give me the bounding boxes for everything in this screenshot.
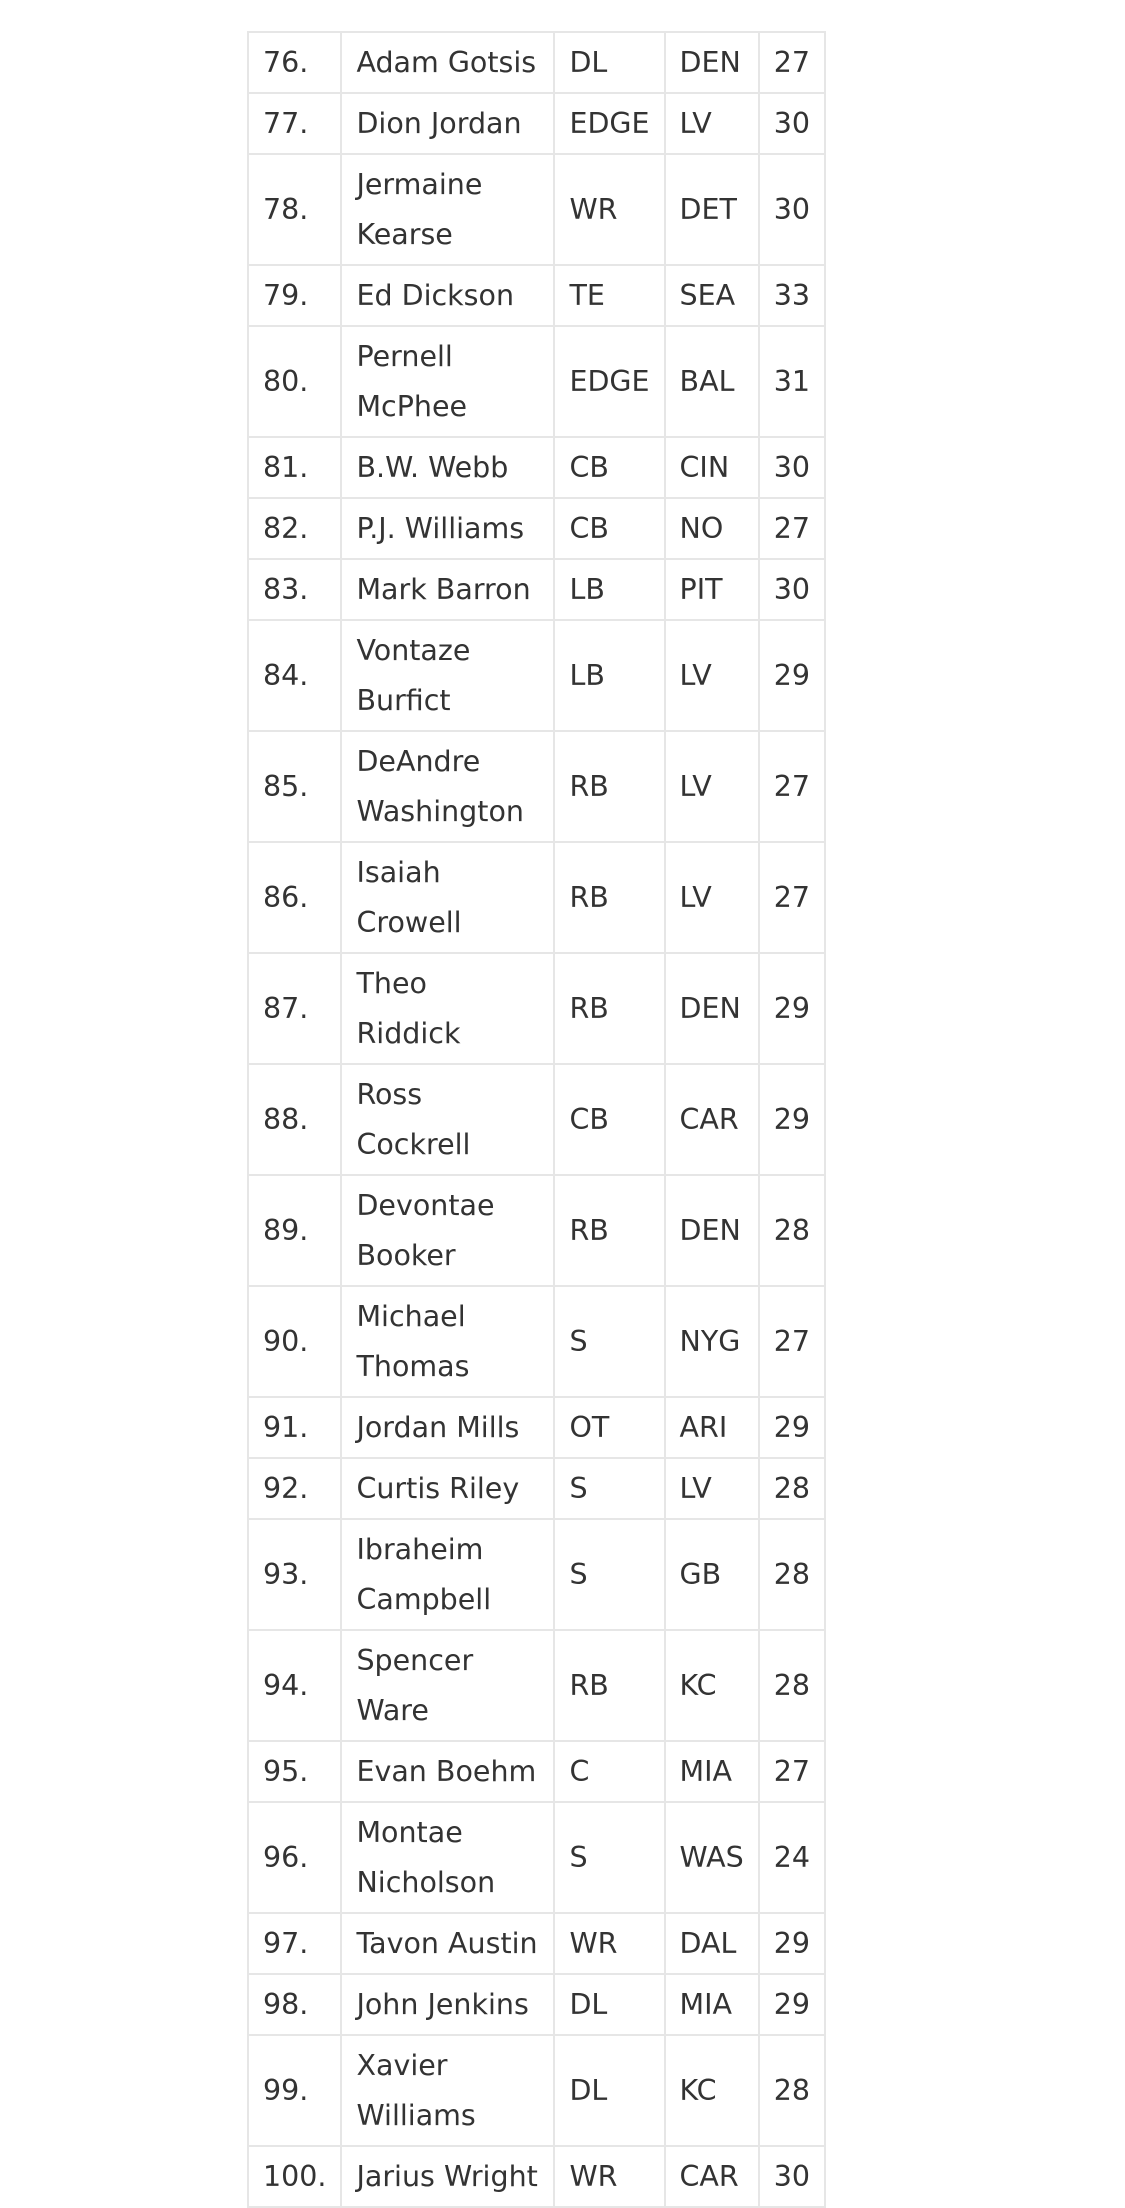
player-name-cell: Michael Thomas <box>341 1286 554 1397</box>
player-name-cell: Jarius Wright <box>341 2146 554 2207</box>
table-row <box>248 559 825 620</box>
team-cell: NO <box>665 498 759 559</box>
table-row <box>248 1913 825 1974</box>
table-row <box>248 498 825 559</box>
rank-cell: 94. <box>248 1630 341 1741</box>
position-cell: OT <box>554 1397 664 1458</box>
team-cell: DEN <box>665 1175 759 1286</box>
player-name-cell: Tavon Austin <box>341 1913 554 1974</box>
position-cell: LB <box>554 620 664 731</box>
table-row <box>248 731 825 842</box>
rank-cell: 100. <box>248 2146 341 2207</box>
rank-cell: 96. <box>248 1802 341 1913</box>
position-cell: RB <box>554 731 664 842</box>
player-name-cell: Ross Cockrell <box>341 1064 554 1175</box>
players-ranking-table <box>247 31 826 2208</box>
position-cell: DL <box>554 2035 664 2146</box>
age-cell: 28 <box>759 1175 825 1286</box>
rank-cell: 84. <box>248 620 341 731</box>
player-name-cell: Pernell McPhee <box>341 326 554 437</box>
rank-cell: 81. <box>248 437 341 498</box>
age-cell: 28 <box>759 2035 825 2146</box>
player-name-cell: John Jenkins <box>341 1974 554 2035</box>
rank-cell: 77. <box>248 93 341 154</box>
team-cell: CAR <box>665 2146 759 2207</box>
rank-cell: 90. <box>248 1286 341 1397</box>
rank-cell: 80. <box>248 326 341 437</box>
table-row <box>248 1397 825 1458</box>
age-cell: 29 <box>759 1064 825 1175</box>
age-cell: 30 <box>759 93 825 154</box>
team-cell: SEA <box>665 265 759 326</box>
team-cell: CIN <box>665 437 759 498</box>
position-cell: TE <box>554 265 664 326</box>
age-cell: 27 <box>759 1741 825 1802</box>
age-cell: 28 <box>759 1630 825 1741</box>
age-cell: 27 <box>759 32 825 93</box>
rank-cell: 95. <box>248 1741 341 1802</box>
age-cell: 30 <box>759 2146 825 2207</box>
position-cell: RB <box>554 1630 664 1741</box>
team-cell: WAS <box>665 1802 759 1913</box>
player-name-cell: Adam Gotsis <box>341 32 554 93</box>
player-name-cell: Isaiah Crowell <box>341 842 554 953</box>
team-cell: LV <box>665 620 759 731</box>
age-cell: 30 <box>759 559 825 620</box>
rank-cell: 88. <box>248 1064 341 1175</box>
player-name-cell: Xavier Williams <box>341 2035 554 2146</box>
position-cell: EDGE <box>554 326 664 437</box>
position-cell: DL <box>554 32 664 93</box>
rank-cell: 82. <box>248 498 341 559</box>
player-name-cell: Theo Riddick <box>341 953 554 1064</box>
table-row <box>248 1974 825 2035</box>
position-cell: DL <box>554 1974 664 2035</box>
player-name-cell: B.W. Webb <box>341 437 554 498</box>
team-cell: DAL <box>665 1913 759 1974</box>
rank-cell: 83. <box>248 559 341 620</box>
position-cell: CB <box>554 1064 664 1175</box>
team-cell: PIT <box>665 559 759 620</box>
team-cell: BAL <box>665 326 759 437</box>
position-cell: CB <box>554 498 664 559</box>
table-row <box>248 1175 825 1286</box>
player-name-cell: Curtis Riley <box>341 1458 554 1519</box>
rank-cell: 76. <box>248 32 341 93</box>
position-cell: S <box>554 1286 664 1397</box>
rank-cell: 89. <box>248 1175 341 1286</box>
team-cell: MIA <box>665 1741 759 1802</box>
rank-cell: 85. <box>248 731 341 842</box>
age-cell: 29 <box>759 620 825 731</box>
position-cell: RB <box>554 1175 664 1286</box>
rank-cell: 91. <box>248 1397 341 1458</box>
position-cell: RB <box>554 842 664 953</box>
age-cell: 29 <box>759 1974 825 2035</box>
table-row <box>248 953 825 1064</box>
table-row <box>248 1802 825 1913</box>
table-row <box>248 1630 825 1741</box>
position-cell: WR <box>554 1913 664 1974</box>
team-cell: LV <box>665 1458 759 1519</box>
table-row <box>248 265 825 326</box>
age-cell: 27 <box>759 1286 825 1397</box>
rank-cell: 78. <box>248 154 341 265</box>
team-cell: ARI <box>665 1397 759 1458</box>
age-cell: 29 <box>759 1913 825 1974</box>
player-name-cell: Montae Nicholson <box>341 1802 554 1913</box>
table-row <box>248 1458 825 1519</box>
team-cell: KC <box>665 1630 759 1741</box>
rank-cell: 97. <box>248 1913 341 1974</box>
team-cell: DEN <box>665 953 759 1064</box>
age-cell: 27 <box>759 498 825 559</box>
table-row <box>248 1064 825 1175</box>
position-cell: S <box>554 1519 664 1630</box>
age-cell: 24 <box>759 1802 825 1913</box>
rank-cell: 98. <box>248 1974 341 2035</box>
rank-cell: 87. <box>248 953 341 1064</box>
rank-cell: 79. <box>248 265 341 326</box>
age-cell: 30 <box>759 437 825 498</box>
table-row <box>248 32 825 93</box>
table-row <box>248 326 825 437</box>
player-name-cell: Ibraheim Campbell <box>341 1519 554 1630</box>
table-row <box>248 154 825 265</box>
player-name-cell: Mark Barron <box>341 559 554 620</box>
age-cell: 27 <box>759 842 825 953</box>
team-cell: CAR <box>665 1064 759 1175</box>
team-cell: LV <box>665 93 759 154</box>
rank-cell: 92. <box>248 1458 341 1519</box>
position-cell: EDGE <box>554 93 664 154</box>
position-cell: S <box>554 1458 664 1519</box>
age-cell: 33 <box>759 265 825 326</box>
position-cell: C <box>554 1741 664 1802</box>
age-cell: 27 <box>759 731 825 842</box>
team-cell: GB <box>665 1519 759 1630</box>
player-name-cell: Evan Boehm <box>341 1741 554 1802</box>
team-cell: MIA <box>665 1974 759 2035</box>
table-row <box>248 1741 825 1802</box>
player-name-cell: Devontae Booker <box>341 1175 554 1286</box>
table-row <box>248 842 825 953</box>
player-name-cell: Ed Dickson <box>341 265 554 326</box>
table-row <box>248 93 825 154</box>
age-cell: 29 <box>759 1397 825 1458</box>
player-name-cell: Jermaine Kearse <box>341 154 554 265</box>
team-cell: DET <box>665 154 759 265</box>
rank-cell: 86. <box>248 842 341 953</box>
age-cell: 29 <box>759 953 825 1064</box>
position-cell: RB <box>554 953 664 1064</box>
player-name-cell: P.J. Williams <box>341 498 554 559</box>
age-cell: 31 <box>759 326 825 437</box>
player-name-cell: Jordan Mills <box>341 1397 554 1458</box>
team-cell: NYG <box>665 1286 759 1397</box>
table-row <box>248 437 825 498</box>
team-cell: LV <box>665 731 759 842</box>
position-cell: LB <box>554 559 664 620</box>
table-row <box>248 2035 825 2146</box>
player-name-cell: DeAndre Washington <box>341 731 554 842</box>
team-cell: LV <box>665 842 759 953</box>
table-row <box>248 1286 825 1397</box>
age-cell: 28 <box>759 1519 825 1630</box>
rank-cell: 99. <box>248 2035 341 2146</box>
table-row <box>248 1519 825 1630</box>
table-row <box>248 620 825 731</box>
rank-cell: 93. <box>248 1519 341 1630</box>
position-cell: S <box>554 1802 664 1913</box>
team-cell: DEN <box>665 32 759 93</box>
player-name-cell: Spencer Ware <box>341 1630 554 1741</box>
table-row <box>248 2146 825 2207</box>
age-cell: 28 <box>759 1458 825 1519</box>
player-name-cell: Dion Jordan <box>341 93 554 154</box>
table-body <box>248 32 825 2207</box>
player-name-cell: Vontaze Burfict <box>341 620 554 731</box>
age-cell: 30 <box>759 154 825 265</box>
position-cell: WR <box>554 154 664 265</box>
position-cell: WR <box>554 2146 664 2207</box>
position-cell: CB <box>554 437 664 498</box>
team-cell: KC <box>665 2035 759 2146</box>
